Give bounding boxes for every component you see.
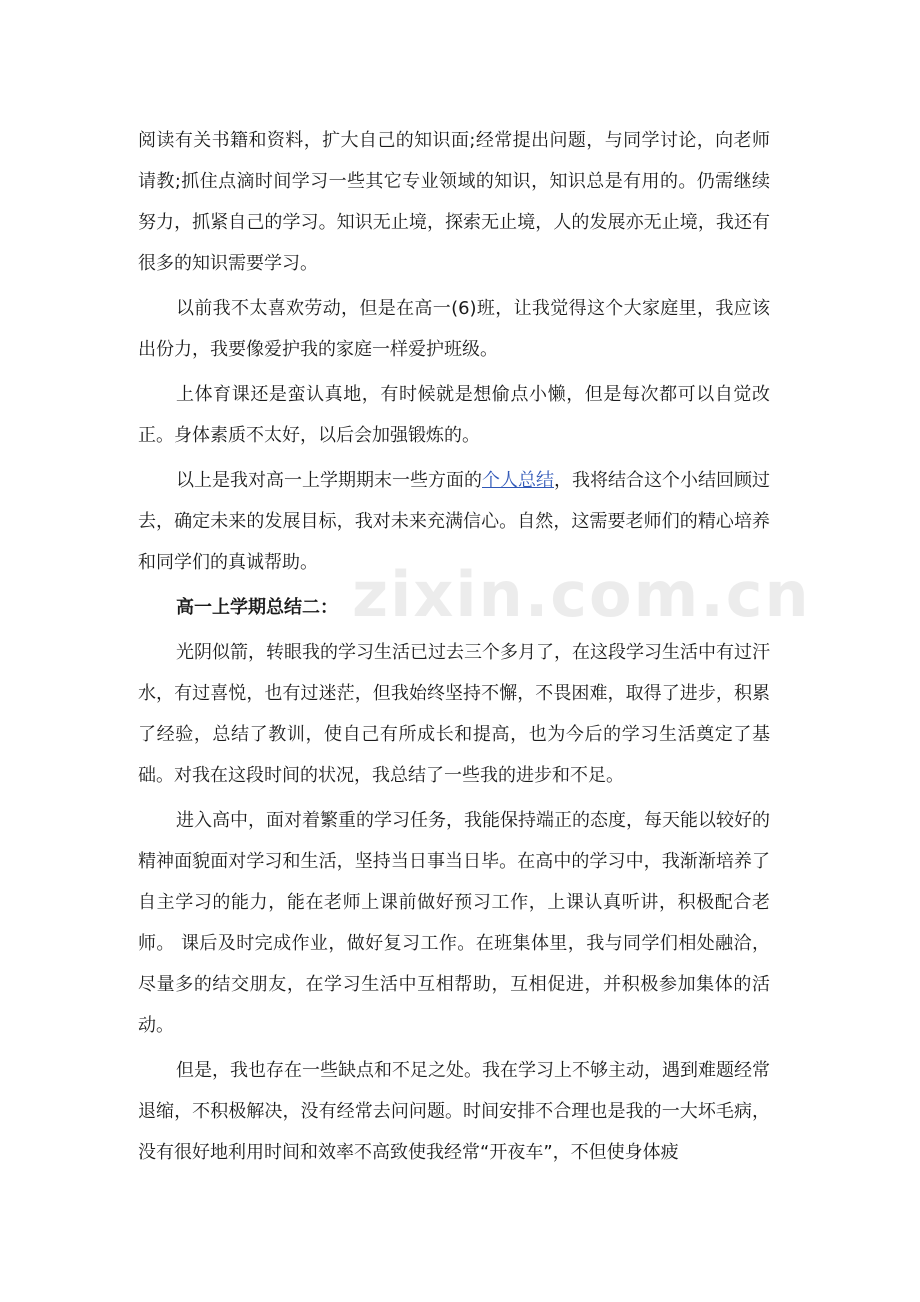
paragraph-shortcomings: 但是，我也存在一些缺点和不足之处。我在学习上不够主动，遇到难题经常退缩，不积极解决，没有经常去问问题。时间安排不合理也是我的一大坏毛病，没有很好地利用时间和效率不高致使我经常“开夜车”，不但使身体疲 [138, 1060, 770, 1163]
document-body [138, 120, 811, 1177]
paragraph-high-school: 进入高中，面对着繁重的学习任务，我能保持端正的态度，每天能以较好的精神面貌面对学习和生活，坚持当日事当日毕。在高中的学习中，我渐渐培养了自主学习的能力，能在老师上课前做好预习工作，上课认真听讲，积极配合老师。 课后及时完成作业，做好复习工作。在班集体里，我与同学们相处融洽，尽量多的结交朋友，在学习生活中互相帮助，互相促进，并积极参加集体的活动。 [138, 810, 770, 1036]
paragraph-reading: 阅读有关书籍和资料，扩大自己的知识面;经常提出问题，与同学讨论，向老师请教;抓住点滴时间学习一些其它专业领域的知识，知识总是有用的。仍需继续努力，抓紧自己的学习。知识无止境，探索无止境，人的发展亦无止境，我还有很多的知识需要学习。 [138, 130, 770, 274]
summary-text-after: ，我将结合这个小结回顾过去，确定未来的发展目标，我对未来充满信心。自然，这需要老师们的精心培养和同学们的真诚帮助。 [138, 470, 770, 573]
paragraph-pe-class: 上体育课还是蛮认真地，有时候就是想偷点小懒，但是每次都可以自觉改正。身体素质不太好，以后会加强锻炼的。 [138, 384, 770, 446]
paragraph-summary [138, 460, 770, 583]
summary-text-before: 以上是我对高一上学期期末一些方面的 [176, 470, 482, 491]
personal-summary-link[interactable]: 个人总结 [482, 470, 554, 491]
paragraph-labor: 以前我不太喜欢劳动，但是在高一(6)班，让我觉得这个大家庭里，我应该出份力，我要像爱护我的家庭一样爱护班级。 [138, 298, 770, 360]
section-heading: 高一上学期总结二： [176, 597, 338, 618]
watermark: zixin.com.cn [352, 558, 811, 631]
paragraph-time-flies: 光阴似箭，转眼我的学习生活已过去三个多月了，在这段学习生活中有过汗水，有过喜悦，也有过迷茫，但我始终坚持不懈，不畏困难，取得了进步，积累了经验，总结了教训，使自己有所成长和提高，也为今后的学习生活奠定了基础。对我在这段时间的状况，我总结了一些我的进步和不足。 [138, 642, 770, 786]
